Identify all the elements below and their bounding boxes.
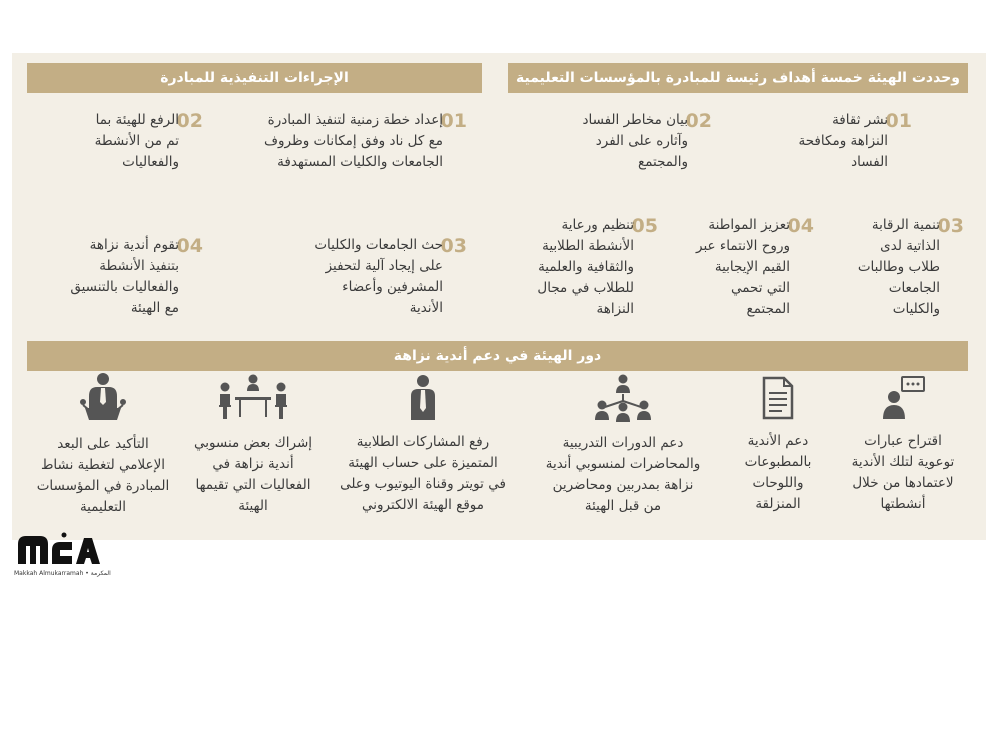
procedure-number: 01 (440, 110, 467, 132)
logo-caption: Makkah Almukarramah • المكرمة (14, 570, 111, 577)
speech-person-icon (878, 375, 928, 421)
goal-text: تنمية الرقابة الذاتية لدى طلاب وطالبات الجامعات والكليات (857, 217, 940, 317)
makkah-newspaper-logo (14, 530, 111, 580)
goal-number: 02 (685, 110, 712, 132)
role-text: دعم الأندية بالمطبوعات واللوحات المنزلقة (744, 433, 812, 512)
goal-item (674, 217, 814, 332)
procedure-item (63, 112, 203, 202)
goal-number: 01 (885, 110, 912, 132)
procedure-number: 04 (176, 235, 203, 257)
procedure-number: 02 (176, 110, 203, 132)
role-item (528, 373, 718, 517)
role-text: التأكيد على البعد الإعلامي لتغطية نشاط المبادرة في المؤسسات التعليمية (36, 436, 170, 515)
meeting-table-icon (217, 373, 289, 423)
goal-item (552, 112, 712, 202)
role-item (178, 373, 328, 517)
procedure-text: حث الجامعات والكليات على إيجاد آلية لتحفيز المشرفين وأعضاء الأندية (314, 237, 443, 316)
role-item (28, 372, 178, 518)
goal-number: 04 (787, 215, 814, 237)
role-item (328, 374, 518, 516)
group-network-icon (592, 373, 654, 423)
procedure-item (43, 237, 203, 332)
goals-header: وحددت الهيئة خمسة أهداف رئيسة للمبادرة بالمؤسسات التعليمية (508, 63, 968, 93)
person-tie-icon (406, 374, 440, 422)
goal-text: بيان مخاطر الفساد وآثاره على الفرد والمجتمع (582, 112, 688, 170)
goal-text: تعزيز المواطنة وروح الانتماء عبر القيم الإيجابية التي تحمي المجتمع (696, 217, 790, 317)
role-item (828, 375, 978, 515)
goal-text: تنظيم ورعاية الأنشطة الطلابية والثقافية والعلمية للطلاب في مجال النزاهة (537, 217, 634, 317)
procedure-text: الرفع للهيئة بما تم من الأنشطة والفعاليات (94, 112, 179, 170)
role-text: رفع المشاركات الطلابية المتميزة على حساب الهيئة في تويتر وقناة اليوتيوب وعلى موقع الهيئة الالكتروني (340, 434, 506, 513)
procedures-header: الإجراءات التنفيذية للمبادرة (27, 63, 482, 93)
role-text: دعم الدورات التدريبية والمحاضرات لمنسوبي أندية نزاهة بمدربين ومحاضرين من قبل الهيئة (545, 435, 701, 514)
goal-text: نشر ثقافة النزاهة ومكافحة الفساد (798, 112, 888, 170)
role-text: اقتراح عبارات توعوية لتلك الأندية لاعتمادها من خلال أنشطتها (851, 433, 955, 512)
document-icon (758, 375, 798, 421)
speaker-podium-icon (75, 372, 131, 424)
procedure-text: تقوم أندية نزاهة بتنفيذ الأنشطة والفعاليات بالتنسيق مع الهيئة (70, 237, 179, 316)
makkah-logo-icon (14, 530, 102, 568)
procedure-number: 03 (440, 235, 467, 257)
role-item (708, 375, 848, 515)
procedure-text: إعداد خطة زمنية لتنفيذ المبادرة مع كل ناد وفق إمكانات وظروف الجامعات والكليات المستهدفة (264, 112, 443, 170)
procedure-item (287, 237, 467, 332)
procedure-item (237, 112, 467, 202)
goal-item (752, 112, 912, 202)
goal-item (824, 217, 964, 332)
goal-number: 03 (937, 215, 964, 237)
role-text: إشراك بعض منسوبي أندية نزاهة في الفعاليات التي تقيمها الهيئة (193, 435, 313, 514)
goal-item (518, 217, 658, 332)
role-header: دور الهيئة في دعم أندية نزاهة (27, 341, 968, 371)
goal-number: 05 (631, 215, 658, 237)
